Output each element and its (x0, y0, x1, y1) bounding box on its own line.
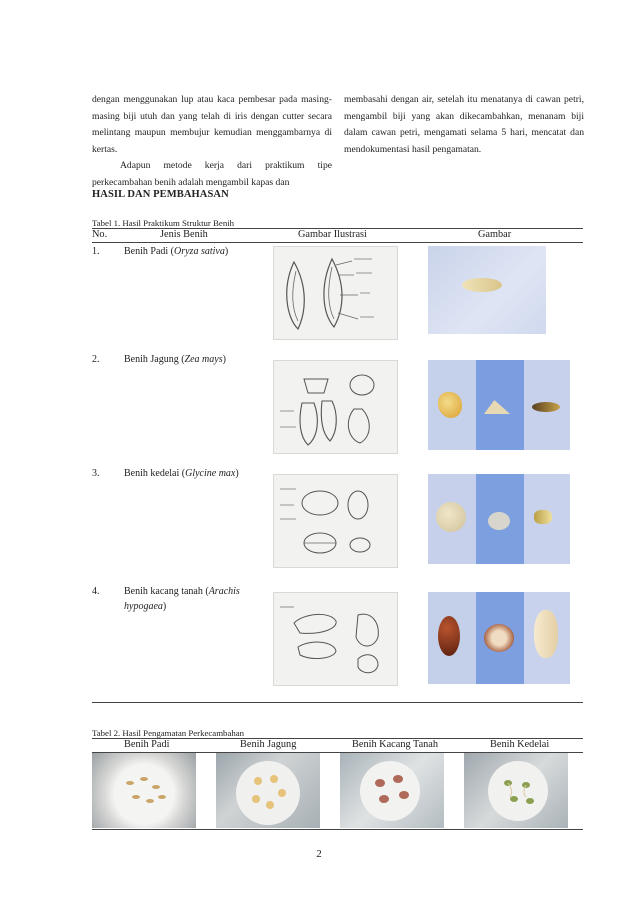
table1-header-jenis: Jenis Benih (160, 229, 208, 240)
peanut-seed-photos (428, 592, 570, 684)
soybean-embryo (534, 510, 552, 524)
table1-header-rule (92, 242, 583, 243)
left-paragraph-1: dengan menggunakan lup atau kaca pembesar pada masing-masing biji utuh dan yang telah di iris dengan cutter secara melintang maupun membujur kemudian menggambarnya di kertas. (92, 94, 332, 155)
soybean-whole (436, 502, 466, 532)
rice-grain (462, 278, 502, 292)
table1-row3-name: Benih kedelai (Glycine max) (124, 468, 239, 479)
left-column (92, 92, 332, 192)
table1-caption: Tabel 1. Hasil Praktikum Struktur Benih (92, 218, 235, 228)
corn-seed-sketch (273, 360, 398, 454)
germination-kedelai-photo (464, 753, 568, 828)
left-paragraph-2: Adapun metode kerja dari praktikum tipe perkecambahan benih adalah mengambil kapas dan (92, 160, 332, 188)
peanut-cotyledon (534, 610, 558, 658)
table2-header-padi: Benih Padi (124, 739, 170, 750)
germination-kacang-tanah-photo (340, 753, 444, 828)
peanut-photo-panel-2 (476, 592, 524, 684)
table2-header-kacang-tanah: Benih Kacang Tanah (352, 739, 439, 750)
table2-header-kedelai: Benih Kedelai (490, 739, 550, 750)
peanut-whole (438, 616, 460, 656)
soybean-seed-photos (428, 474, 570, 564)
corn-photo-panel-3 (524, 360, 570, 450)
table2-header-jagung: Benih Jagung (240, 739, 297, 750)
peanut-section (484, 624, 514, 652)
corn-longitudinal (532, 402, 560, 412)
right-column (344, 92, 584, 158)
table1-header-ilustrasi: Gambar Ilustrasi (298, 229, 367, 240)
germination-padi-photo (92, 753, 196, 828)
table1-row4-no: 4. (92, 586, 100, 597)
soybean-section (488, 512, 510, 530)
peanut-photo-panel-1 (428, 592, 476, 684)
soybean-photo-panel-2 (476, 474, 524, 564)
table1-row2-name: Benih Jagung (Zea mays) (124, 354, 226, 365)
germination-jagung-photo (216, 753, 320, 828)
table1-row3-no: 3. (92, 468, 100, 479)
rice-seed-sketch (273, 246, 398, 340)
peanut-photo-panel-3 (524, 592, 570, 684)
soybean-photo-panel-1 (428, 474, 476, 564)
table1-bottom-rule (92, 702, 583, 703)
table2-bottom-rule (92, 829, 583, 830)
table1-row1-name: Benih Padi (Oryza sativa) (124, 246, 229, 257)
table2-caption: Tabel 2. Hasil Pengamatan Perkecambahan (92, 728, 245, 738)
section-title: HASIL DAN PEMBAHASAN (92, 189, 229, 200)
corn-photo-panel-2 (476, 360, 524, 450)
corn-photo-panel-1 (428, 360, 476, 450)
soybean-seed-sketch (273, 474, 398, 568)
rice-seed-photo (428, 246, 546, 334)
table1-header-gambar: Gambar (478, 229, 512, 240)
corn-section (484, 400, 510, 414)
page-number: 2 (316, 848, 322, 860)
peanut-seed-sketch (273, 592, 398, 686)
soybean-photo-panel-3 (524, 474, 570, 564)
right-paragraph-1: membasahi dengan air, setelah itu menatanya di cawan petri, mengambil biji yang akan dikecambahkan, menanam biji dalam cawan petri, mengamati selama 5 hari, mencatat dan mendokumentasi hasil pengamatan. (344, 94, 584, 155)
table1-row1-no: 1. (92, 246, 100, 257)
table1-row2-no: 2. (92, 354, 100, 365)
corn-kernel (438, 392, 462, 418)
corn-seed-photos (428, 360, 570, 450)
table1-header-no: No. (92, 229, 108, 240)
table1-row4-name: Benih kacang tanah (Arachis hypogaea) (124, 586, 240, 612)
